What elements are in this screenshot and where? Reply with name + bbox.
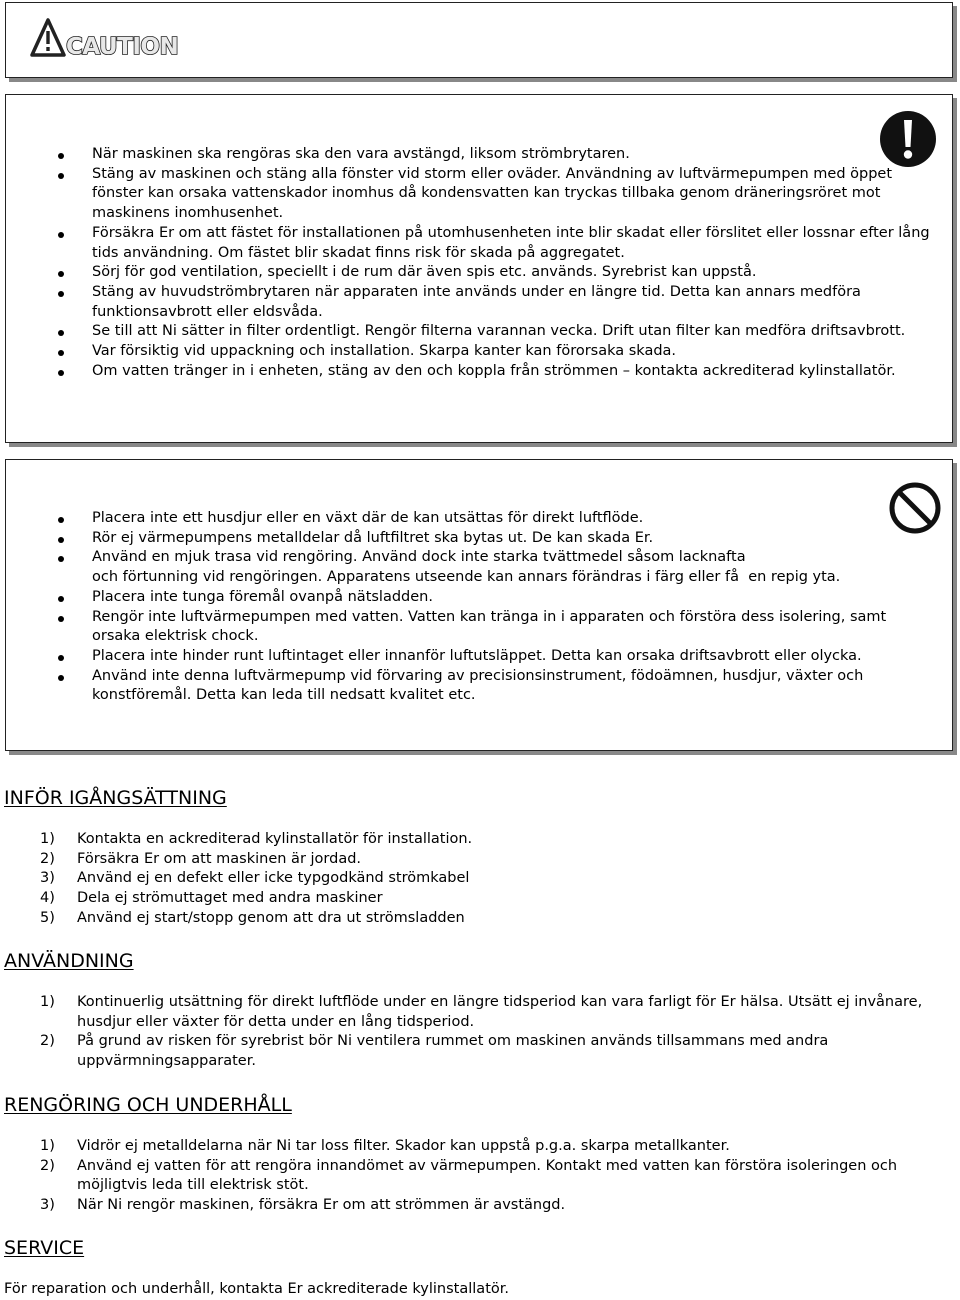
bullet-icon — [58, 370, 64, 376]
bullet-icon — [58, 556, 64, 562]
section-heading-usage: ANVÄNDNING — [4, 950, 134, 972]
list-item-text: Försäkra Er om att fästet för installationen på utomhusenheten inte blir skadat eller förslitet eller lossnar efter lång tids användning. Om fästet blir skadat finns risk för skada på aggregatet. — [92, 224, 935, 261]
section-heading-cleaning: RENGÖRING OCH UNDERHÅLL — [4, 1094, 292, 1116]
list-item — [6, 145, 952, 165]
list-item-text: Använd en mjuk trasa vid rengöring. Använd dock inte starka tvättmedel såsom lacknafta och förtunning vid rengöringen. Apparatens utseende kan annars förändras i färg eller få en repig yta. — [92, 549, 841, 586]
list-item — [6, 263, 952, 283]
list-item-text: Placera inte ett husdjur eller en växt där de kan utsättas för direkt luftflöde. — [92, 510, 644, 526]
list-item-text: Använd ej en defekt eller icke typgodkänd strömkabel — [77, 870, 470, 887]
startup-list — [0, 830, 958, 929]
list-item — [6, 548, 952, 587]
usage-list — [0, 993, 958, 1072]
bullet-icon — [58, 330, 64, 336]
list-item-number: 1) — [40, 1138, 55, 1154]
list-item — [0, 889, 958, 909]
list-item-number: 5) — [40, 909, 55, 926]
list-item-text: Vidrör ej metalldelarna när Ni tar loss filter. Skador kan uppstå p.g.a. skarpa metallkanter. — [77, 1138, 730, 1154]
caution-banner — [5, 2, 953, 78]
list-item — [6, 647, 952, 667]
list-item — [6, 588, 952, 608]
list-item-text: Var försiktig vid uppackning och installation. Skarpa kanter kan förorsaka skada. — [92, 343, 677, 360]
list-item-text: På grund av risken för syrebrist bör Ni ventilera rummet om maskinen används tillsammans med andra uppvärmningsapparater. — [77, 1033, 833, 1070]
list-item-text: Stäng av huvudströmbrytaren när apparaten inte används under en längre tid. Detta kan annars medföra funktionsavbrott eller eldsvåda. — [92, 283, 866, 320]
list-item-number: 2) — [40, 1157, 55, 1174]
list-item — [0, 830, 958, 850]
list-item — [6, 608, 952, 647]
list-item — [0, 850, 958, 870]
section-heading-startup: INFÖR IGÅNGSÄTTNING — [4, 787, 227, 809]
caution-logo-text: CAUTION — [66, 34, 179, 60]
prohibition-box — [5, 459, 953, 751]
bullet-icon — [58, 173, 64, 179]
list-item — [0, 993, 958, 1032]
list-item — [6, 224, 952, 263]
bullet-icon — [58, 232, 64, 238]
list-item — [6, 342, 952, 362]
warning-list — [6, 145, 952, 381]
list-item — [0, 1137, 958, 1157]
list-item — [6, 283, 952, 322]
list-item-text: Använd inte denna luftvärmepump vid förvaring av precisionsinstrument, födoämnen, husdjur, växter och konstföremål. Detta kan leda till nedsatt kvalitet etc. — [92, 667, 868, 704]
bullet-icon — [58, 517, 64, 523]
list-item-text: När maskinen ska rengöras ska den vara avstängd, liksom strömbrytaren. — [92, 146, 630, 162]
service-text: För reparation och underhåll, kontakta Er ackrediterade kylinstallatör. — [4, 1281, 509, 1297]
list-item — [6, 362, 952, 382]
bullet-icon — [58, 596, 64, 602]
list-item-text: Använd ej vatten för att rengöra innandömet av värmepumpen. Kontakt med vatten kan förstöra isoleringen och möjligtvis leda till elektrisk stöt. — [77, 1157, 902, 1194]
caution-logo — [30, 17, 190, 61]
list-item — [6, 322, 952, 342]
list-item-text: Placera inte tunga föremål ovanpå nätsladden. — [92, 588, 433, 605]
bullet-icon — [58, 350, 64, 356]
list-item-text: Placera inte hinder runt luftintaget eller innanför luftutsläppet. Detta kan orsaka driftsavbrott eller olycka. — [92, 647, 862, 664]
cleaning-list — [0, 1137, 958, 1216]
bullet-icon — [58, 655, 64, 661]
list-item-number: 1) — [40, 994, 55, 1010]
list-item-text: Kontakta en ackrediterad kylinstallatör för installation. — [77, 831, 473, 847]
section-heading-service: SERVICE — [4, 1237, 85, 1259]
list-item-number: 3) — [40, 1197, 55, 1214]
list-item-text: Använd ej start/stopp genom att dra ut strömsladden — [77, 909, 465, 926]
list-item — [0, 1157, 958, 1196]
list-item — [6, 165, 952, 224]
list-item — [6, 529, 952, 549]
list-item-text: Rengör inte luftvärmepumpen med vatten. Vatten kan tränga in i apparaten och förstöra dess isolering, samt orsaka elektrisk chock. — [92, 608, 891, 645]
list-item — [6, 509, 952, 529]
list-item-text: Sörj för god ventilation, speciellt i de rum där även spis etc. används. Syrebrist kan uppstå. — [92, 264, 757, 281]
list-item-text: Om vatten tränger in i enheten, stäng av den och koppla från strömmen – kontakta ackrediterad kylinstallatör. — [92, 362, 896, 379]
list-item — [0, 1032, 958, 1071]
list-item-number: 2) — [40, 1033, 55, 1050]
list-item-text: Se till att Ni sätter in filter ordentligt. Rengör filterna varannan vecka. Drift utan filter kan medföra driftsavbrott. — [92, 323, 906, 340]
list-item-number: 1) — [40, 831, 55, 847]
list-item-text: Stäng av maskinen och stäng alla fönster vid storm eller oväder. Användning av luftvärmepumpen med öppet fönster kan orsaka vattenskador inomhus då kondensvatten kan tryckas tillbaka genom dräneringsröret mot maskinens inomhusenhet. — [92, 165, 897, 222]
list-item-text: Försäkra Er om att maskinen är jordad. — [77, 850, 362, 867]
caution-triangle-icon — [30, 17, 190, 61]
bullet-icon — [58, 537, 64, 543]
list-item-number: 4) — [40, 890, 55, 907]
list-item-text: Dela ej strömuttaget med andra maskiner — [77, 890, 383, 907]
list-item — [0, 909, 958, 929]
bullet-icon — [58, 271, 64, 277]
list-item — [0, 869, 958, 889]
warning-box — [5, 94, 953, 443]
list-item-text: Kontinuerlig utsättning för direkt luftflöde under en längre tidsperiod kan vara farligt för Er hälsa. Utsätt ej invånare, husdjur eller växter för detta under en lång tidsperiod. — [77, 994, 927, 1030]
list-item — [0, 1196, 958, 1216]
list-item — [6, 667, 952, 706]
list-item-text: Rör ej värmepumpens metalldelar då luftfiltret ska bytas ut. De kan skada Er. — [92, 529, 654, 546]
list-item-number: 2) — [40, 850, 55, 867]
bullet-icon — [58, 291, 64, 297]
bullet-icon — [58, 616, 64, 622]
list-item-number: 3) — [40, 870, 55, 887]
prohibition-list — [6, 509, 952, 706]
bullet-icon — [58, 153, 64, 159]
list-item-text: När Ni rengör maskinen, försäkra Er om att strömmen är avstängd. — [77, 1197, 566, 1214]
bullet-icon — [58, 675, 64, 681]
